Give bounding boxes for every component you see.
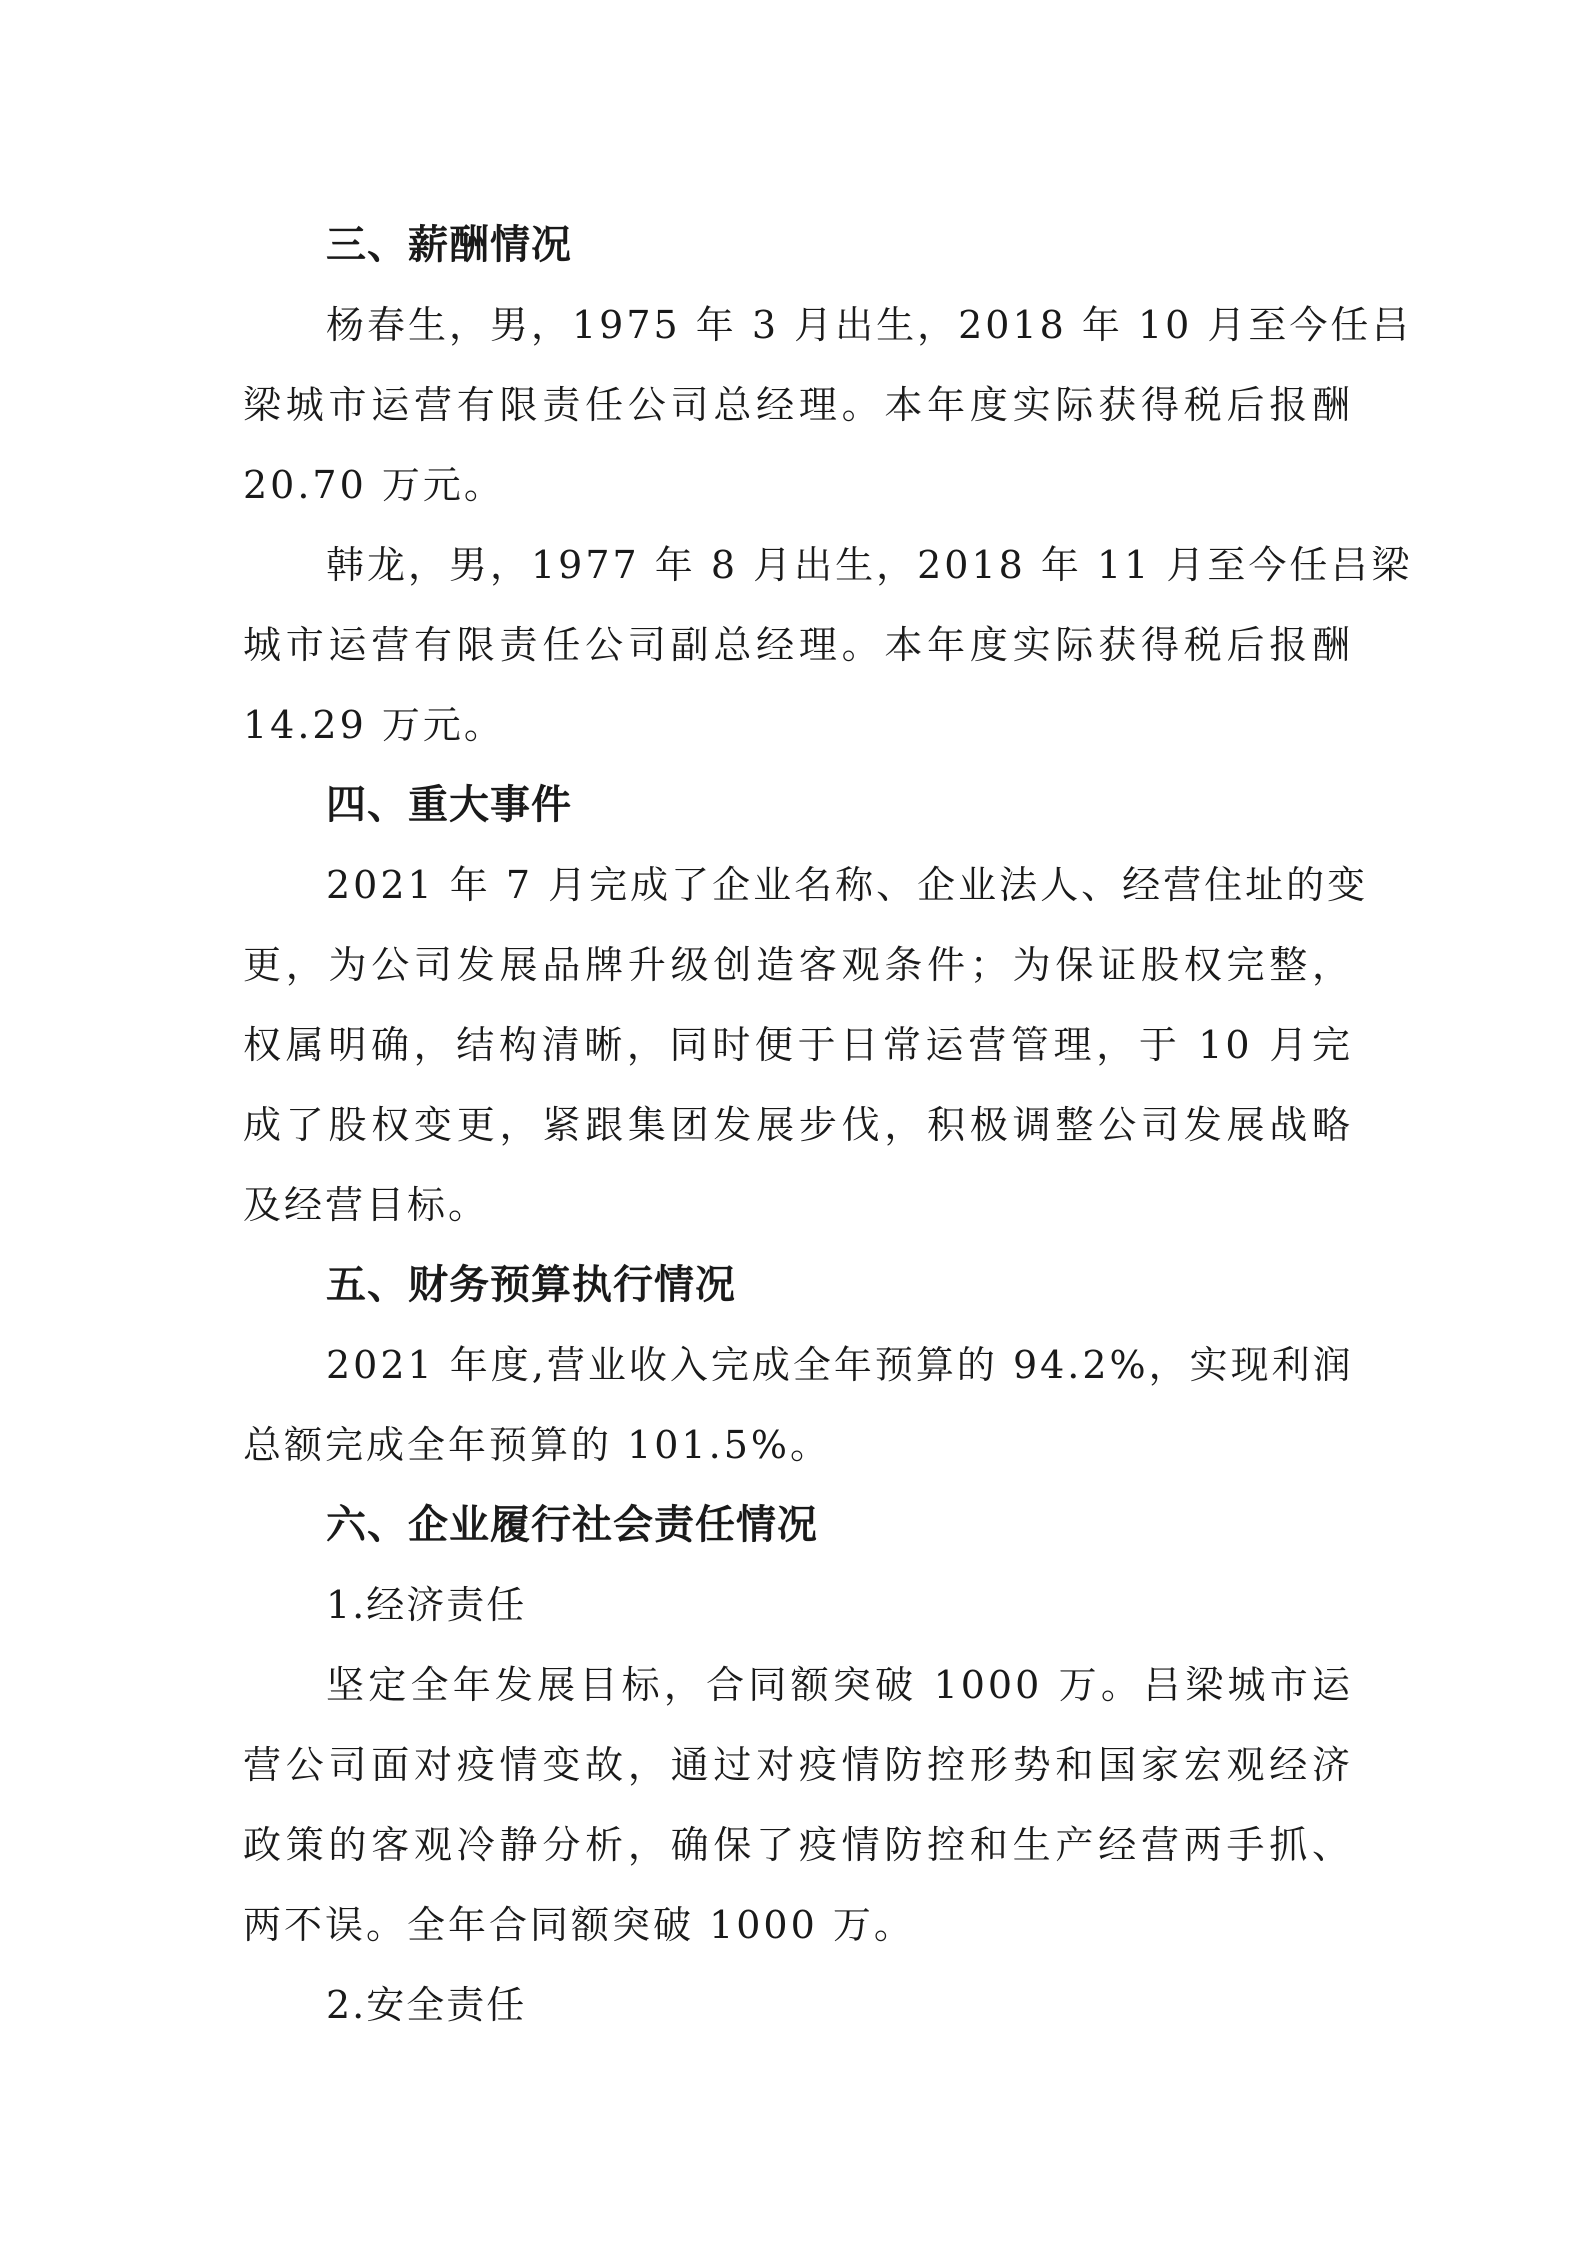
text-line: 政策的客观冷静分析，确保了疫情防控和生产经营两手抓、 [243, 1823, 1353, 1867]
text-line: 城市运营有限责任公司副总经理。本年度实际获得税后报酬 [243, 623, 1353, 667]
text-line: 两不误。全年合同额突破 1000 万。 [243, 1903, 915, 1947]
paragraph-salary-han [243, 525, 1413, 765]
text-line: 坚定全年发展目标，合同额突破 1000 万。吕梁城市运 [326, 1663, 1353, 1707]
heading-events: 四、重大事件 [326, 782, 572, 828]
text-line: 2021 年 7 月完成了企业名称、企业法人、经营住址的变 [326, 863, 1369, 907]
paragraph-budget [243, 1325, 1353, 1485]
subheading-safety: 2.安全责任 [326, 1983, 527, 2027]
text-line: 总额完成全年预算的 101.5%。 [243, 1423, 831, 1467]
paragraph-economic [243, 1645, 1353, 1965]
text-line: 14.29 万元。 [243, 703, 505, 747]
text-line: 20.70 万元。 [243, 463, 505, 507]
text-line: 营公司面对疫情变故，通过对疫情防控形势和国家宏观经济 [243, 1743, 1353, 1787]
document-page [243, 205, 1413, 2045]
heading-social: 六、企业履行社会责任情况 [326, 1502, 818, 1548]
paragraph-events [243, 845, 1369, 1245]
heading-budget: 五、财务预算执行情况 [326, 1262, 736, 1308]
text-line: 更，为公司发展品牌升级创造客观条件；为保证股权完整， [243, 943, 1353, 987]
text-line: 成了股权变更，紧跟集团发展步伐，积极调整公司发展战略 [243, 1103, 1353, 1147]
text-line: 杨春生，男，1975 年 3 月出生，2018 年 10 月至今任吕 [326, 303, 1413, 347]
subheading-economic: 1.经济责任 [326, 1583, 527, 1627]
text-line: 韩龙，男，1977 年 8 月出生，2018 年 11 月至今任吕梁 [326, 543, 1413, 587]
text-line: 2021 年度,营业收入完成全年预算的 94.2%，实现利润 [326, 1343, 1354, 1387]
paragraph-salary-yang [243, 285, 1413, 525]
heading-salary: 三、薪酬情况 [326, 222, 572, 268]
text-line: 及经营目标。 [243, 1183, 490, 1227]
text-line: 权属明确，结构清晰，同时便于日常运营管理，于 10 月完 [243, 1023, 1353, 1067]
text-line: 梁城市运营有限责任公司总经理。本年度实际获得税后报酬 [243, 383, 1353, 427]
